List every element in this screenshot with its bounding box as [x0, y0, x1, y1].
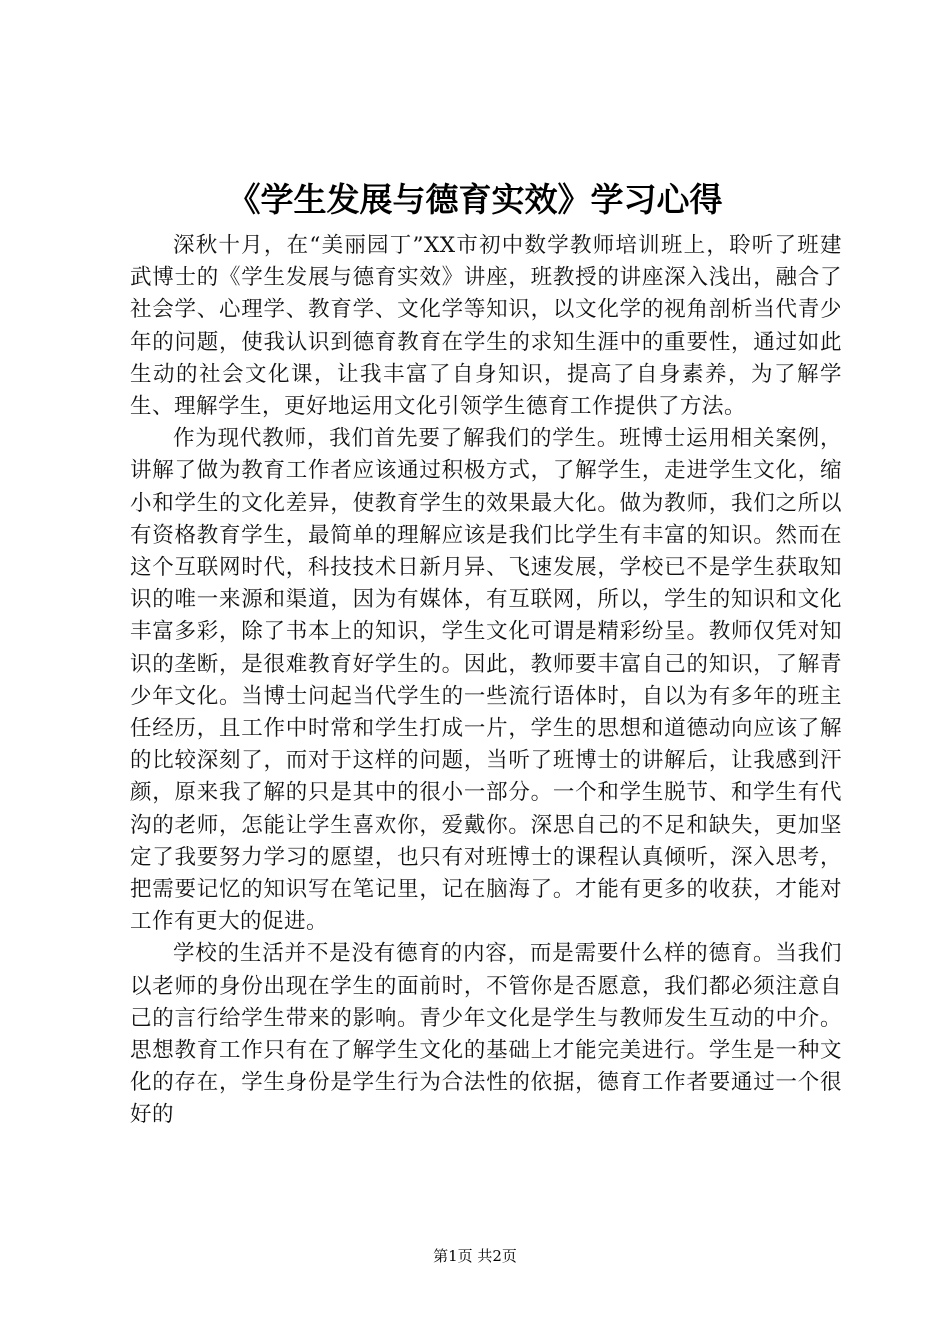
paragraph-3: 学校的生活并不是没有德育的内容，而是需要什么样的德育。当我们以老师的身份出现在学生的面前时，不管你是否愿意，我们都必须注意自己的言行给学生带来的影响。青少年文化是学生与教师发生互动的中介。思想教育工作只有在了解学生文化的基础上才能完美进行。学生是一种文化的存在，学生身份是学生行为合法性的依据，德育工作者要通过一个很好的 [130, 941, 842, 1128]
page-number-footer: 第1页 共2页 [433, 1247, 517, 1265]
document-body [130, 230, 842, 1132]
paragraph-1: 深秋十月，在“美丽园丁”XX市初中数学教师培训班上，聆听了班建武博士的《学生发展与德育实效》讲座，班教授的讲座深入浅出，融合了社会学、心理学、教育学、文化学等知识，以文化学的视角剖析当代青少年的问题，使我认识到德育教育在学生的求知生涯中的重要性，通过如此生动的社会文化课，让我丰富了自身知识，提高了自身素养，为了解学生、理解学生，更好地运用文化引领学生德育工作提供了方法。 [130, 233, 842, 420]
document-title: 《学生发展与德育实效》学习心得 [227, 180, 723, 219]
paragraph-2: 作为现代教师，我们首先要了解我们的学生。班博士运用相关案例，讲解了做为教育工作者应该通过积极方式，了解学生，走进学生文化，缩小和学生的文化差异，使教育学生的效果最大化。做为教师，我们之所以有资格教育学生，最简单的理解应该是我们比学生有丰富的知识。然而在这个互联网时代，科技技术日新月异、飞速发展，学校已不是学生获取知识的唯一来源和渠道，因为有媒体，有互联网，所以，学生的知识和文化丰富多彩，除了书本上的知识，学生文化可谓是精彩纷呈。教师仅凭对知识的垄断，是很难教育好学生的。因此，教师要丰富自己的知识，了解青少年文化。当博士问起当代学生的一些流行语体时，自以为有多年的班主任经历，且工作中时常和学生打成一片，学生的思想和道德动向应该了解的比较深刻了，而对于这样的问题，当听了班博士的讲解后，让我感到汗颜，原来我了解的只是其中的很小一部分。一个和学生脱节、和学生有代沟的老师，怎能让学生喜欢你，爱戴你。深思自己的不足和缺失，更加坚定了我要努力学习的愿望，也只有对班博士的课程认真倾听，深入思考，把需要记忆的知识写在笔记里，记在脑海了。才能有更多的收获，才能对工作有更大的促进。 [130, 426, 842, 935]
